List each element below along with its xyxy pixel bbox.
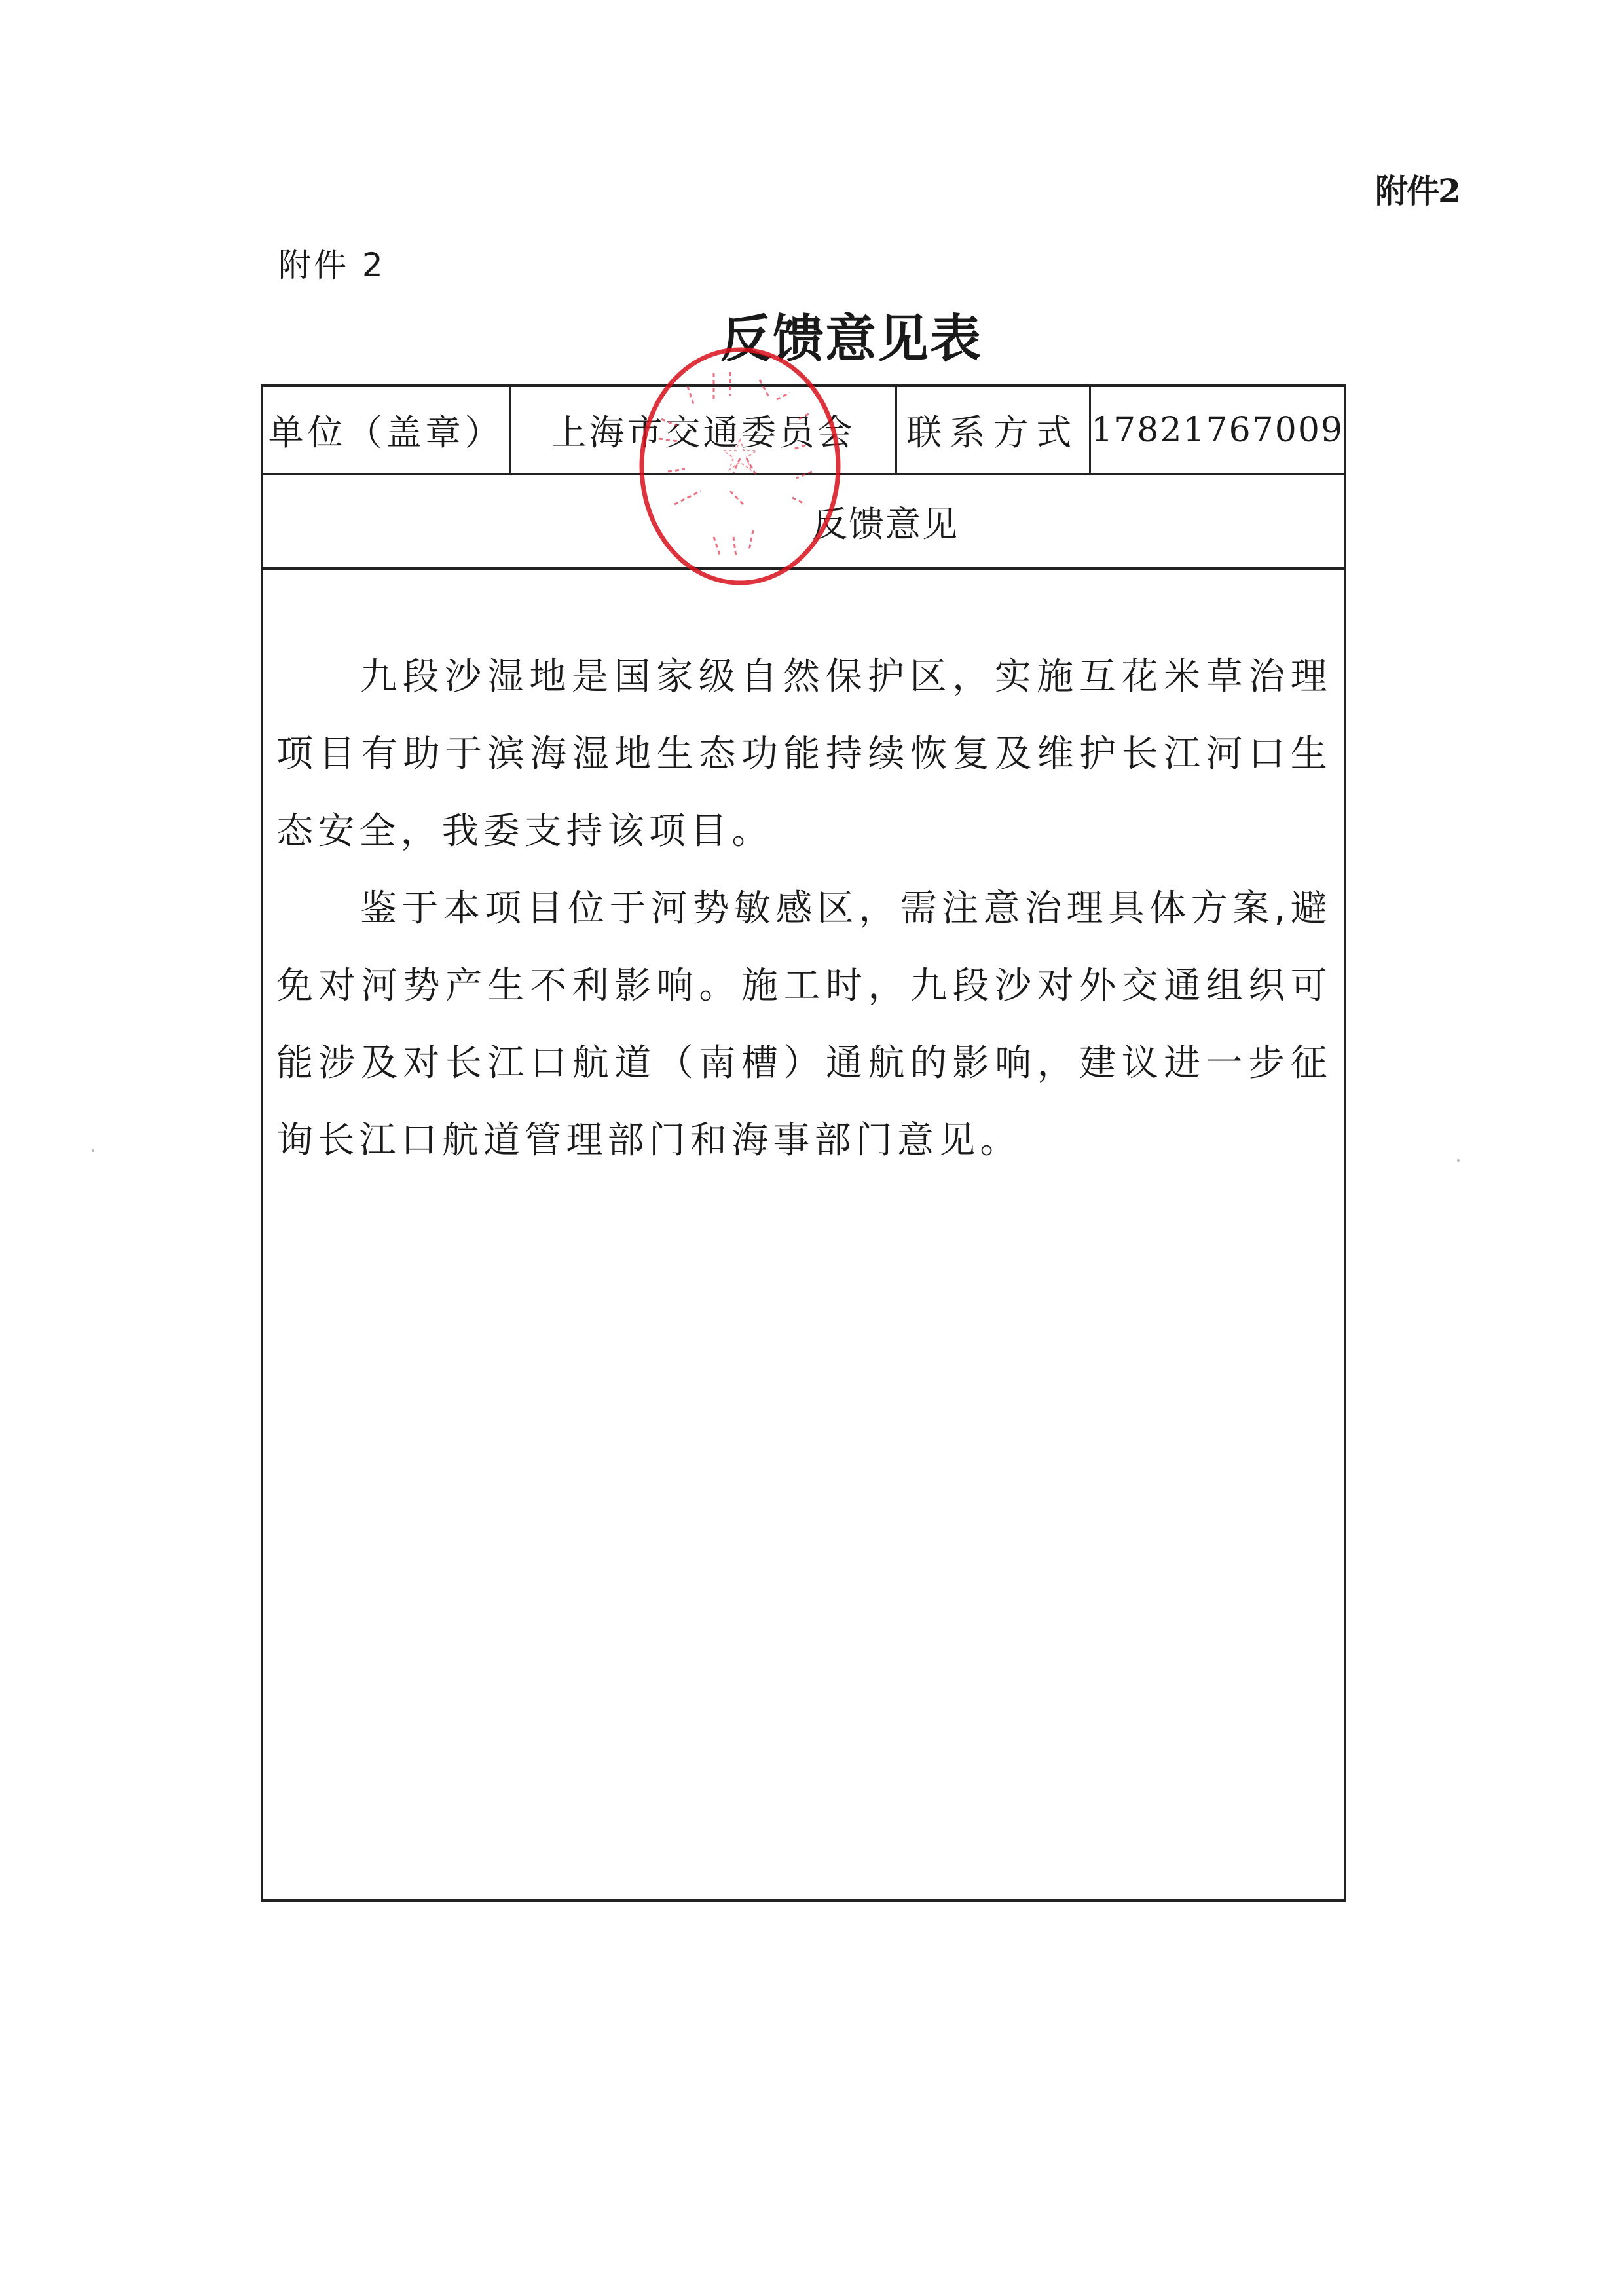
feedback-form-table [261,384,1346,1902]
unit-value: 上海市交通委员会 [509,387,895,473]
feedback-body [263,570,1344,1899]
attachment-label: 附件 2 [278,246,386,284]
unit-label: 单位（盖章） [268,412,504,453]
contact-label: 联系方式 [895,387,1089,473]
feedback-paragraph-1: 九段沙湿地是国家级自然保护区，实施互花米草治理项目有助于滨海湿地生态功能持续恢复及维护长江河口生态安全，我委支持该项目。 [276,656,1332,853]
scan-speck [92,1149,94,1152]
contact-value: 17821767009 [1089,387,1344,473]
form-header-row [263,387,1344,475]
page-title: 反馈意见表 [720,310,982,369]
scan-speck [1457,1159,1460,1162]
feedback-section-heading: 反馈意见 [263,475,1344,570]
corner-attachment-label: 附件2 [1375,172,1460,210]
feedback-paragraph-2: 鉴于本项目位于河势敏感区，需注意治理具体方案,避免对河势产生不利影响。施工时，九段沙对外交通组织可能涉及对长江口航道（南槽）通航的影响，建议进一步征询长江口航道管理部门和海事部门意见。 [276,887,1332,1162]
